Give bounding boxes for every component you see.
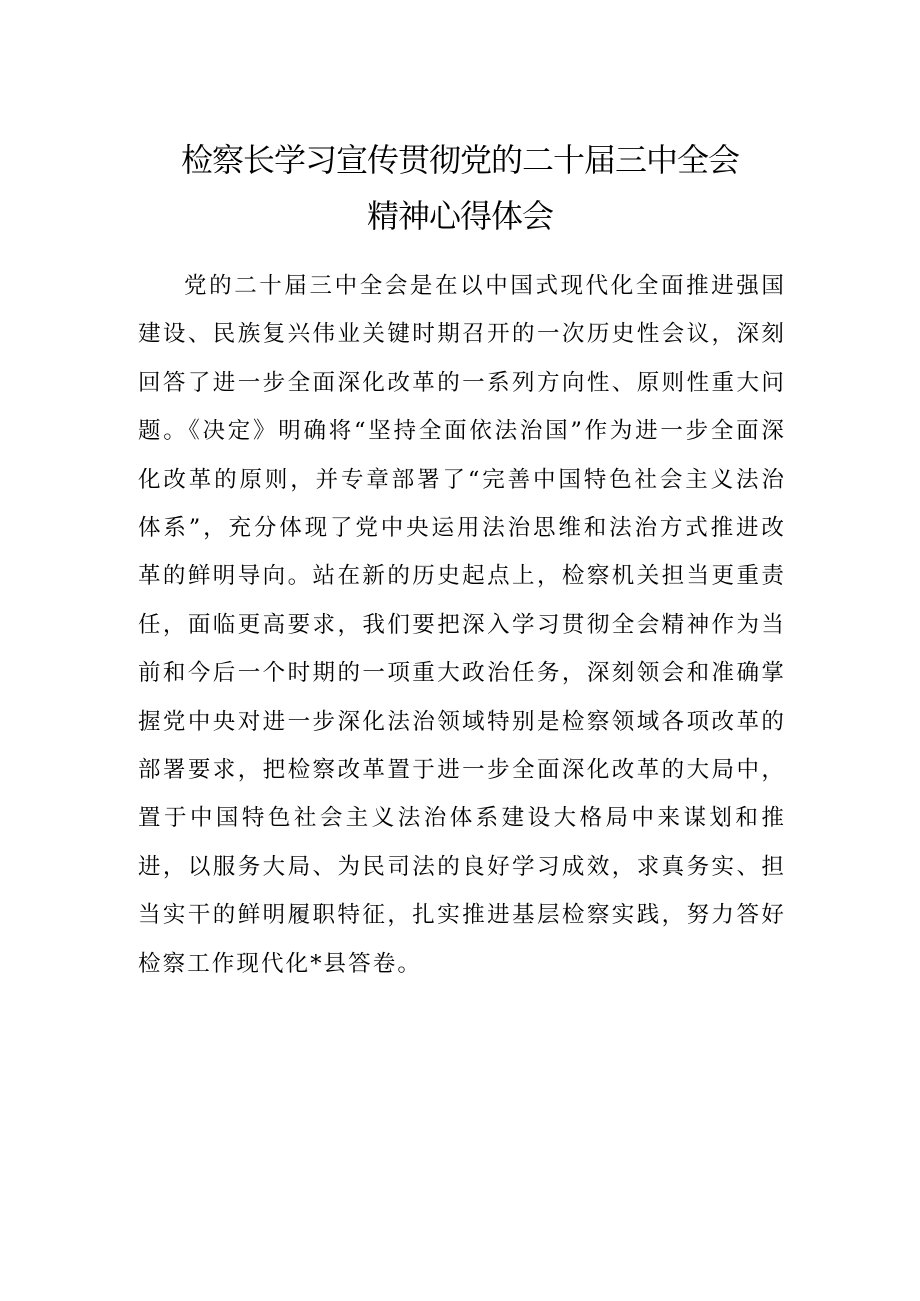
document-title-line-1: 检察长学习宣传贯彻党的二十届三中全会: [180, 141, 739, 179]
body-paragraph: 党的二十届三中全会是在以中国式现代化全面推进强国建设、民族复兴伟业关键时期召开的一次历史性会议，深刻回答了进一步全面深化改革的一系列方向性、原则性重大问题。《决定》明确将“坚持全面依法治国”作为进一步全面深化改革的原则，并专章部署了“完善中国特色社会主义法治体系”，充分体现了党中央运用法治思维和法治方式推进改革的鲜明导向。站在新的历史起点上，检察机关担当更重责任，面临更高要求，我们要把深入学习贯彻全会精神作为当前和今后一个时期的一项重大政治任务，深刻领会和准确掌握党中央对进一步深化法治领域特别是检察领域各项改革的部署要求，把检察改革置于进一步全面深化改革的大局中，置于中国特色社会主义法治体系建设大格局中来谋划和推进，以服务大局、为民司法的良好学习成效，求真务实、担当实干的鲜明履职特征，扎实推进基层检察实践，努力答好检察工作现代化*县答卷。: [138, 273, 786, 977]
document-title-line-2: 精神心得体会: [366, 197, 553, 235]
